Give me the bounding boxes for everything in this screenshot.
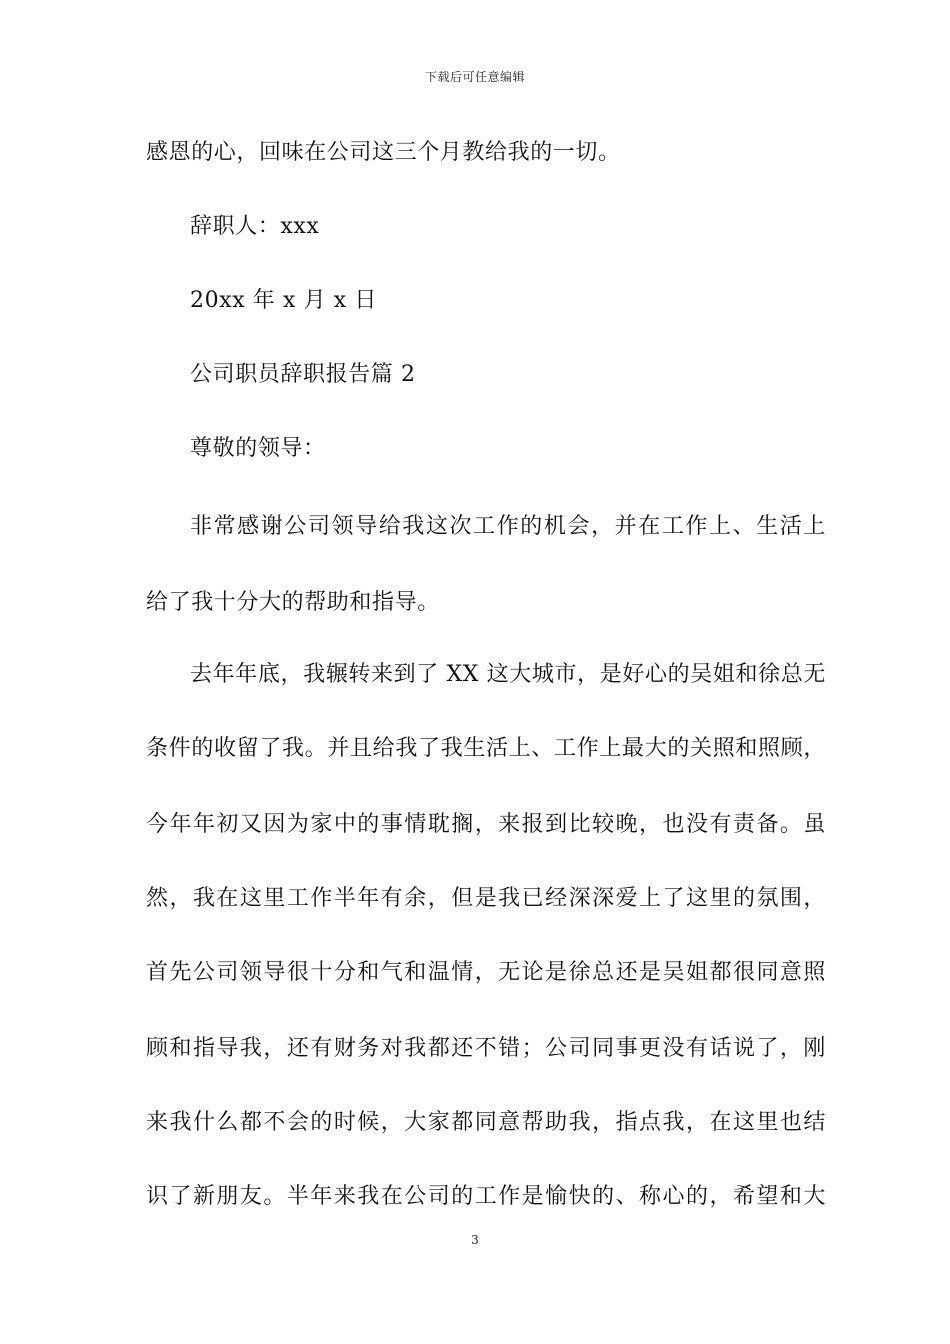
date-line: 20xx 年 x 月 x 日 [190,288,377,313]
salutation: 尊敬的领导： [190,436,326,461]
section-title: 公司职员辞职报告篇 2 [190,362,416,387]
signature-line: 辞职人：xxx [190,214,320,239]
paragraph-line: 顾和指导我，还有财务对我都还不错；公司同事更没有话说了，刚 [146,1036,826,1061]
page-number: 3 [471,1233,479,1247]
text-line: 感恩的心，回味在公司这三个月教给我的一切。 [146,140,621,165]
paragraph-line: 来我什么都不会的时候，大家都同意帮助我，指点我，在这里也结 [146,1110,826,1135]
paragraph-line: 去年年底，我辗转来到了 XX 这大城市，是好心的吴姐和徐总无 [190,662,826,687]
paragraph-line: 非常感谢公司领导给我这次工作的机会，并在工作上、生活上 [190,514,826,539]
paragraph-line: 条件的收留了我。并且给我了我生活上、工作上最大的关照和照顾， [146,736,826,761]
paragraph-line: 今年年初又因为家中的事情耽搁，来报到比较晚，也没有责备。虽 [146,812,826,837]
paragraph-line: 首先公司领导很十分和气和温情，无论是徐总还是吴姐都很同意照 [146,960,826,985]
paragraph-line: 识了新朋友。半年来我在公司的工作是愉快的、称心的，希望和大 [146,1184,826,1209]
page-header: 下载后可任意编辑 [424,70,525,84]
paragraph-line: 然，我在这里工作半年有余，但是我已经深深爱上了这里的氛围， [146,886,826,911]
paragraph-line: 给了我十分大的帮助和指导。 [146,590,440,615]
